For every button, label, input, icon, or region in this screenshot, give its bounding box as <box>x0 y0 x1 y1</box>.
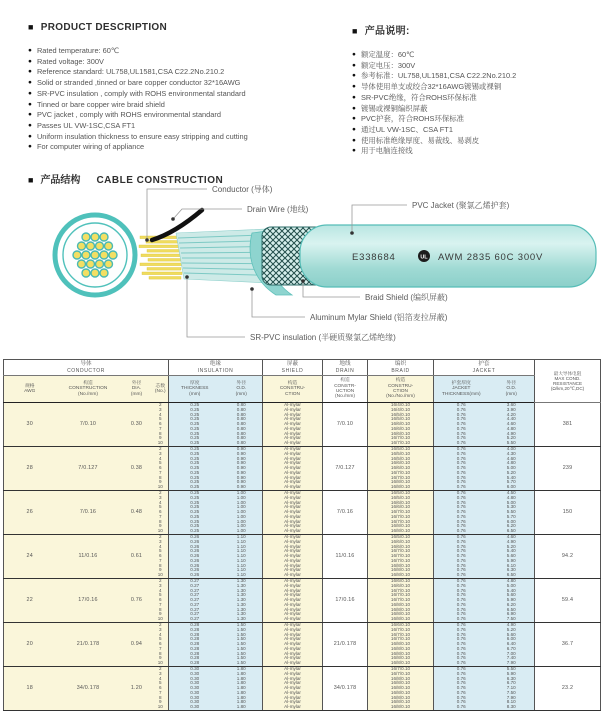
insulation-thickness-list: 0.28 0.28 0.28 0.28 0.28 0.28 0.28 0.28 0.28 <box>169 623 221 667</box>
bullet-text: Reference standard: UL758,UL1581,CSA C22.2No.210.2 <box>36 67 225 77</box>
col-header-conductor-construction: 构造 CONSTRUCTION (No./mm) <box>56 376 121 403</box>
bullet-icon: ● <box>28 132 32 140</box>
drain-construction: 21/0.178 <box>323 623 368 667</box>
bullet-text: 额定温度：60℃ <box>360 50 415 59</box>
bullet-item-en <box>28 142 346 153</box>
bullet-item-zh <box>352 146 600 157</box>
spec-row-awg-20 <box>4 623 601 667</box>
max-resistance: 239 <box>535 447 601 491</box>
conductor-diameter: 0.94 <box>121 623 153 667</box>
jacket-od-list: 4.60 4.90 5.20 5.40 5.60 5.90 6.10 6.30 6.50 <box>489 535 535 579</box>
col-header-max-resistance: 最大导体电阻 MAX COND. RESISTANCE (Ω/km,20℃,DC) <box>535 360 601 403</box>
bullet-icon: ● <box>352 51 356 58</box>
bullet-item-zh <box>352 104 600 115</box>
jacket-thickness-list: 0.76 0.76 0.76 0.76 0.76 0.76 0.76 0.76 0.76 <box>434 623 489 667</box>
cable-side-view <box>139 210 596 295</box>
spec-row-awg-22 <box>4 579 601 623</box>
bullet-icon: ● <box>352 104 356 112</box>
bullet-icon: ● <box>28 111 32 119</box>
table-group-header-row <box>4 360 601 376</box>
label-braid-shield: Braid Shield (编织屏蔽) <box>365 293 448 302</box>
cable-construction-diagram <box>0 183 603 355</box>
shield-construction-list: Al-mylar Al-mylar Al-mylar Al-mylar Al-mylar Al-mylar Al-mylar Al-mylar Al-mylar <box>263 667 323 711</box>
insulation-thickness-list: 0.25 0.25 0.25 0.25 0.25 0.25 0.25 0.25 0.25 <box>169 447 221 491</box>
max-resistance: 59.4 <box>535 579 601 623</box>
awg-value: 26 <box>4 491 56 535</box>
awg-value: 30 <box>4 403 56 447</box>
spec-row-awg-24 <box>4 535 601 579</box>
label-conductor: Conductor (导体) <box>212 185 273 194</box>
conductor-construction: 21/0.178 <box>56 623 121 667</box>
bullet-text: For computer wiring of appliance <box>36 142 145 152</box>
section-square-icon: ■ <box>28 22 34 32</box>
bullet-icon: ● <box>28 100 32 108</box>
jacket-print-ul-number: E338684 <box>352 252 396 263</box>
bullet-icon: ● <box>352 83 356 91</box>
conductor-diameter: 1.20 <box>121 667 153 711</box>
max-resistance: 36.7 <box>535 623 601 667</box>
col-header-insulation-thickness: 厚度 THICKNESS (mm) <box>169 376 221 403</box>
jacket-od-list: 4.90 5.20 5.60 6.00 6.40 6.70 7.00 7.40 7.90 <box>489 623 535 667</box>
core-count-list: 2 3 4 5 6 7 8 9 10 <box>153 447 169 491</box>
bullet-text: 导体使用单支或绞合32*16AWG镀锡或裸铜 <box>360 82 502 92</box>
jacket-thickness-list: 0.76 0.76 0.76 0.76 0.76 0.76 0.76 0.76 0.76 <box>434 403 489 447</box>
conductor-construction: 17/0.16 <box>56 579 121 623</box>
jacket-print-style: AWM 2835 60C 300V <box>438 252 544 263</box>
jacket-od-list: 3.60 3.90 4.20 4.40 4.60 4.80 4.90 5.20 5.50 <box>489 403 535 447</box>
label-drain-wire: Drain Wire (地线) <box>247 205 309 214</box>
bullet-text: Uniform insulation thickness to ensure easy stripping and cutting <box>36 131 248 141</box>
construction-title-en: CABLE CONSTRUCTION <box>96 175 224 186</box>
bullet-text: 使用标准绝缘厚度、易裁线、易剥皮 <box>360 135 480 145</box>
product-description-section-en <box>28 22 346 153</box>
core-count-list: 2 3 4 5 6 7 8 9 10 <box>153 403 169 447</box>
bullet-text: Passes UL VW-1SC,CSA FT1 <box>36 120 136 130</box>
bullet-item-en <box>28 121 346 132</box>
insulation-od-list: 0.80 0.80 0.80 0.80 0.80 0.80 0.80 0.80 0.80 <box>221 403 263 447</box>
conductor-diameter: 0.76 <box>121 579 153 623</box>
jacket-thickness-list: 0.76 0.76 0.76 0.76 0.76 0.76 0.76 0.76 0.76 <box>434 667 489 711</box>
product-description-title-zh <box>352 22 600 37</box>
bullet-icon: ● <box>28 47 32 54</box>
jacket-od-list: 4.80 5.00 5.40 5.60 5.90 6.20 6.50 6.90 7.50 <box>489 579 535 623</box>
bullet-item-zh <box>352 71 600 82</box>
col-header-jacket-od: 外径 O.D. (mm) <box>489 376 535 403</box>
braid-construction-list: 16/5/0.10 16/6/0.10 16/6/0.10 16/7/0.10 16/7/0.10 16/7/0.10 16/8/0.10 16/8/0.10 16/8/0.10 <box>368 535 434 579</box>
jacket-od-list: 4.00 4.30 4.60 4.80 5.00 5.20 5.40 5.70 6.00 <box>489 447 535 491</box>
bullet-icon: ● <box>352 125 356 133</box>
jacket-thickness-list: 0.76 0.76 0.76 0.76 0.76 0.76 0.76 0.76 0.76 <box>434 491 489 535</box>
insulation-od-list: 1.00 1.00 1.00 1.00 1.00 1.00 1.00 1.00 1.00 <box>221 491 263 535</box>
jacket-thickness-list: 0.76 0.76 0.76 0.76 0.76 0.76 0.76 0.76 0.76 <box>434 447 489 491</box>
section-title-text: 产品说明: <box>364 26 410 37</box>
spec-row-awg-18 <box>4 667 601 711</box>
col-header-drain-construction: 构造 CONSTR- UCTION (No./mm) <box>323 376 368 403</box>
insulation-od-list: 1.30 1.30 1.30 1.30 1.30 1.30 1.30 1.30 1.30 <box>221 579 263 623</box>
bullet-text: Solid or stranded ,tinned or bare copper conductor 32*16AWG <box>36 78 241 88</box>
insulation-thickness-list: 0.26 0.26 0.26 0.26 0.26 0.26 0.26 0.26 0.26 <box>169 535 221 579</box>
insulation-thickness-list: 0.25 0.25 0.25 0.25 0.25 0.25 0.25 0.25 0.25 <box>169 403 221 447</box>
core-count-list: 2 3 4 5 6 7 8 9 10 <box>153 667 169 711</box>
spec-table-wrap <box>3 359 600 711</box>
bullet-icon: ● <box>28 121 32 129</box>
bullet-icon: ● <box>28 89 32 97</box>
cross-section-diagram <box>55 215 135 295</box>
conductor-construction: 7/0.16 <box>56 491 121 535</box>
bullet-icon: ● <box>352 93 356 101</box>
insulation-thickness-list: 0.27 0.27 0.27 0.27 0.27 0.27 0.27 0.27 0.27 <box>169 579 221 623</box>
insulation-od-list: 0.90 0.90 0.90 0.90 0.90 0.90 0.90 0.90 0.90 <box>221 447 263 491</box>
bullet-icon: ● <box>352 61 356 69</box>
max-resistance: 150 <box>535 491 601 535</box>
drain-construction: 7/0.127 <box>323 447 368 491</box>
col-header-insulation-od: 外径 O.D. (mm) <box>221 376 263 403</box>
core-count-list: 2 3 4 5 6 7 8 9 10 <box>153 535 169 579</box>
spec-table-body <box>4 403 601 711</box>
jacket-thickness-list: 0.76 0.76 0.76 0.76 0.76 0.76 0.76 0.76 0.76 <box>434 579 489 623</box>
bullet-text: Tinned or bare copper wire braid shield <box>36 99 165 109</box>
col-group-drain: 地线 DRAIN <box>323 360 368 376</box>
col-group-insulation: 绝缘 INSULATION <box>169 360 263 376</box>
bullet-item-zh <box>352 93 600 104</box>
bullet-item-en <box>28 100 346 111</box>
section-title-text: PRODUCT DESCRIPTION <box>40 22 168 33</box>
spec-row-awg-30 <box>4 403 601 447</box>
label-sr-pvc-insulation: SR-PVC insulation (半硬质聚氯乙烯绝缘) <box>250 333 396 342</box>
label-pvc-jacket: PVC Jacket (聚氯乙烯护套) <box>412 201 510 210</box>
table-subheader-row <box>4 376 601 403</box>
conductor-construction: 7/0.10 <box>56 403 121 447</box>
conductor-diameter: 0.61 <box>121 535 153 579</box>
awg-value: 18 <box>4 667 56 711</box>
bullet-item-en <box>28 46 346 57</box>
braid-construction-list: 16/6/0.10 16/7/0.10 16/7/0.10 16/7/0.10 16/8/0.10 16/8/0.10 16/8/0.10 16/8/0.10 16/8/0.10 <box>368 623 434 667</box>
spec-row-awg-26 <box>4 491 601 535</box>
bullet-text: SR-PVC绝缘，符合ROHS环保标准 <box>360 92 477 102</box>
col-header-jacket-thickness: 护套厚度 JACKET THICKNESS(mm) <box>434 376 489 403</box>
bullet-item-zh <box>352 125 600 136</box>
insulation-thickness-list: 0.25 0.25 0.25 0.25 0.25 0.25 0.25 0.25 0.25 <box>169 491 221 535</box>
braid-construction-list: 16/5/0.10 16/5/0.10 16/6/0.10 16/6/0.10 16/7/0.10 16/7/0.10 16/7/0.10 16/8/0.10 16/8/0.10 <box>368 491 434 535</box>
bullet-item-zh <box>352 114 600 125</box>
bullet-text: PVC jacket , comply with ROHS environmental standard <box>36 110 221 120</box>
product-description-section-zh <box>352 22 600 157</box>
bullet-text: Rated temperature: 60℃ <box>36 46 120 55</box>
braid-construction-list: 16/4/0.10 16/4/0.10 16/5/0.10 16/5/0.10 16/6/0.10 16/6/0.10 16/6/0.10 16/7/0.10 16/7/0.10 <box>368 403 434 447</box>
core-count-list: 2 3 4 5 6 7 8 9 10 <box>153 579 169 623</box>
bullet-item-zh <box>352 136 600 147</box>
bullet-item-zh <box>352 50 600 61</box>
bullet-icon: ● <box>28 57 32 65</box>
spec-row-awg-28 <box>4 447 601 491</box>
braid-construction-list: 16/6/0.10 16/6/0.10 16/7/0.10 16/7/0.10 16/7/0.10 16/8/0.10 16/8/0.10 16/8/0.10 16/8/0.10 <box>368 579 434 623</box>
conductor-diameter: 0.30 <box>121 403 153 447</box>
braid-construction-list: 16/7/0.10 16/7/0.10 16/8/0.10 16/8/0.10 16/8/0.10 16/8/0.10 16/8/0.10 16/8/0.10 16/8/0.10 <box>368 667 434 711</box>
max-resistance: 381 <box>535 403 601 447</box>
ul-logo-text: UL <box>420 254 428 261</box>
insulation-od-list: 1.10 1.10 1.10 1.10 1.10 1.10 1.10 1.10 1.10 <box>221 535 263 579</box>
drain-construction: 34/0.178 <box>323 667 368 711</box>
jacket-print <box>352 250 543 263</box>
col-group-jacket: 护套 JACKET <box>434 360 535 376</box>
section-square-icon: ■ <box>352 26 358 36</box>
product-description-title-en <box>28 22 346 33</box>
jacket-thickness-list: 0.76 0.76 0.76 0.76 0.76 0.76 0.76 0.76 0.76 <box>434 535 489 579</box>
construction-title-zh: 产品结构 <box>40 175 81 186</box>
drain-construction: 7/0.16 <box>323 491 368 535</box>
shield-construction-list: Al-mylar Al-mylar Al-mylar Al-mylar Al-mylar Al-mylar Al-mylar Al-mylar Al-mylar <box>263 535 323 579</box>
bullet-text: 用于电脑连接线 <box>360 146 413 156</box>
insulation-od-list: 1.50 1.50 1.50 1.50 1.50 1.50 1.50 1.50 1.50 <box>221 623 263 667</box>
bullet-icon: ● <box>352 136 356 144</box>
bullet-icon: ● <box>352 72 356 80</box>
bullet-icon: ● <box>28 143 32 151</box>
drain-construction: 11/0.16 <box>323 535 368 579</box>
bullet-item-en <box>28 67 346 78</box>
col-group-conductor: 导体 CONDUCTOR <box>4 360 169 376</box>
shield-construction-list: Al-mylar Al-mylar Al-mylar Al-mylar Al-mylar Al-mylar Al-mylar Al-mylar Al-mylar <box>263 403 323 447</box>
bullet-item-en <box>28 78 346 89</box>
bullet-icon: ● <box>28 68 32 76</box>
conductor-diameter: 0.38 <box>121 447 153 491</box>
max-resistance: 94.2 <box>535 535 601 579</box>
bullet-item-en <box>28 89 346 100</box>
bullet-item-zh <box>352 82 600 93</box>
bullet-text: PVC护套，符合ROHS环保标准 <box>360 114 465 124</box>
spec-table <box>3 359 601 711</box>
bullet-list-en <box>28 46 346 153</box>
shield-construction-list: Al-mylar Al-mylar Al-mylar Al-mylar Al-mylar Al-mylar Al-mylar Al-mylar Al-mylar <box>263 623 323 667</box>
jacket-od-list: 4.50 4.80 5.00 5.30 5.50 5.70 6.00 6.20 6.50 <box>489 491 535 535</box>
shield-construction-list: Al-mylar Al-mylar Al-mylar Al-mylar Al-mylar Al-mylar Al-mylar Al-mylar Al-mylar <box>263 447 323 491</box>
bullet-text: SR-PVC insulation , comply with ROHS environmental standard <box>36 88 246 98</box>
bullet-icon: ● <box>352 115 356 123</box>
drain-construction: 7/0.10 <box>323 403 368 447</box>
col-header-cores: 芯数 (No.) <box>153 376 169 403</box>
col-group-shield: 屏蔽 SHIELD <box>263 360 323 376</box>
core-count-list: 2 3 4 5 6 7 8 9 10 <box>153 491 169 535</box>
awg-value: 24 <box>4 535 56 579</box>
section-square-icon: ■ <box>28 175 34 185</box>
col-header-braid-construction: 构造 CONSTRU- CTION (No./No./mm) <box>368 376 434 403</box>
insulation-thickness-list: 0.30 0.30 0.30 0.30 0.30 0.30 0.30 0.30 0.30 <box>169 667 221 711</box>
col-header-conductor-dia: 外径 DIA. (mm) <box>121 376 153 403</box>
bullet-text: 额定电压：300V <box>360 60 416 70</box>
bullet-item-en <box>28 57 346 68</box>
bullet-text: 参考标准：UL758,UL1581,CSA C22.2No.210.2 <box>360 71 517 81</box>
bullet-icon: ● <box>352 147 356 155</box>
braid-construction-list: 16/5/0.10 16/5/0.10 16/5/0.10 16/6/0.10 16/6/0.10 16/7/0.10 16/7/0.10 16/8/0.10 16/8/0.10 <box>368 447 434 491</box>
col-group-braid: 编织 BRAID <box>368 360 434 376</box>
bullet-item-en <box>28 110 346 121</box>
jacket-od-list: 5.50 5.90 6.30 6.70 7.10 7.50 7.90 8.10 8.30 <box>489 667 535 711</box>
conductor-construction: 34/0.178 <box>56 667 121 711</box>
col-header-shield-construction: 构造 CONSTRU- CTION <box>263 376 323 403</box>
conductor-construction: 7/0.127 <box>56 447 121 491</box>
max-resistance: 23.2 <box>535 667 601 711</box>
bullet-item-en <box>28 132 346 143</box>
bullet-text: 通过UL VW-1SC、CSA FT1 <box>360 124 453 134</box>
shield-construction-list: Al-mylar Al-mylar Al-mylar Al-mylar Al-mylar Al-mylar Al-mylar Al-mylar Al-mylar <box>263 579 323 623</box>
core-count-list: 2 3 4 5 6 7 8 9 10 <box>153 623 169 667</box>
awg-value: 20 <box>4 623 56 667</box>
bullet-item-zh <box>352 61 600 72</box>
insulation-od-list: 1.80 1.80 1.80 1.80 1.80 1.80 1.80 1.80 1.80 <box>221 667 263 711</box>
conductor-diameter: 0.48 <box>121 491 153 535</box>
col-header-awg: 规格 AWG <box>4 376 56 403</box>
drain-construction: 17/0.16 <box>323 579 368 623</box>
label-aluminum-mylar: Aluminum Mylar Shield (铝箔麦拉屏蔽) <box>310 313 448 322</box>
awg-value: 28 <box>4 447 56 491</box>
bullet-text: Rated voltage: 300V <box>36 56 104 66</box>
awg-value: 22 <box>4 579 56 623</box>
shield-construction-list: Al-mylar Al-mylar Al-mylar Al-mylar Al-mylar Al-mylar Al-mylar Al-mylar Al-mylar <box>263 491 323 535</box>
conductor-construction: 11/0.16 <box>56 535 121 579</box>
bullet-icon: ● <box>28 79 32 87</box>
bullet-text: 镀锡或裸铜编织屏蔽 <box>360 103 428 113</box>
bullet-list-zh <box>352 50 600 157</box>
